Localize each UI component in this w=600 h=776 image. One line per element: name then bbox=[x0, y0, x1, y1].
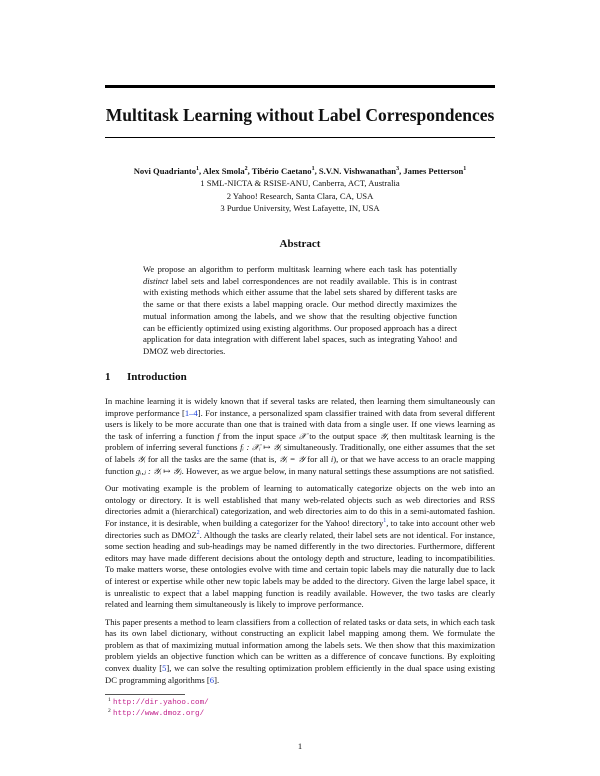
footnote-mark[interactable]: 1 bbox=[383, 518, 387, 525]
author-list: Novi Quadrianto$^1$, Alex Smola$^2$, Tibério Caetano$^1$, S.V.N. Vishwanathan$^3$, James Petterson$^1$ bbox=[133, 166, 467, 176]
abstract-heading: Abstract bbox=[279, 238, 321, 250]
footnote bbox=[108, 707, 209, 720]
section-title: Introduction bbox=[127, 371, 187, 383]
footnote-number: 2 bbox=[108, 707, 111, 714]
citation-link[interactable]: 6 bbox=[209, 674, 215, 685]
affiliation: 3 Purdue University, West Lafayette, IN, USA bbox=[220, 203, 380, 214]
body-text bbox=[105, 396, 495, 692]
author-affiliation-mark: 1 bbox=[311, 166, 315, 173]
author-affiliation-mark: 2 bbox=[244, 166, 248, 173]
footnote-divider bbox=[105, 694, 185, 695]
author-name: James Petterson bbox=[403, 166, 464, 176]
section-heading-introduction bbox=[105, 371, 187, 383]
paragraph-3: This paper presents a method to learn classifiers from a collection of related tasks or data sets, in which each task has its own label dictionary, without constructing an explicit label mapping among them. We formulate the problem as that of maximizing mutual information among the labels sets. We then show that this maximization problem yields an objective function which can be written as a difference of concave functions. By exploiting convex duality [5], we can solve the resulting optimization problem efficiently in the dual space using existing DC programming algorithms [6]. bbox=[105, 616, 495, 685]
author-name: S.V.N. Vishwanathan bbox=[318, 166, 397, 176]
footnotes bbox=[108, 697, 209, 719]
author-affiliation-mark: 1 bbox=[463, 166, 467, 173]
paragraph-2: Our motivating example is the problem of learning to automatically categorize objects on the web into an ontology or directory. It is well established that many web-related objects such as web directories and RSS directories admit a (hierarchical) categorization, and web directories aim to do this in a semi-automated fashion. For instance, it is desirable, when building a categorizer for the Yahoo! directory$^1$, to take into account other web directories such as DMOZ$^2$. Although the tasks are clearly related, their label sets are not identical. For instance, some section heading and sub-headings may be named differently in the two directories. Furthermore, different editors may have made different decisions about the ontology depth and structure, leading to incompatibilities. To make matters worse, these ontologies evolve with time and certain topic labels may die naturally due to lack of interest or expertise while other new topic labels may be added to the directory. Given the large label space, it is unrealistic to expect that a label mapping function is readily available. However, the two tasks are clearly related and learning them simultaneously is likely to improve performance. bbox=[105, 483, 495, 610]
title-rule-top bbox=[105, 85, 495, 88]
author-affiliation-mark: 1 bbox=[196, 166, 200, 173]
page-number: 1 bbox=[297, 741, 303, 751]
footnote-url-link[interactable]: http://dir.yahoo.com/ bbox=[113, 699, 209, 707]
paragraph-1: In machine learning it is widely known that if several tasks are related, then learning them simultaneously can improve performance [1–4]. For instance, a personalized spam classifier trained with data from several different users is likely to be more accurate than one that is trained with data from a single user. If one views learning as the task of inferring a function f from the input space 𝒳 to the output space 𝒴, then multitask learning is the problem of inferring several functions fᵢ : 𝒳ᵢ ↦ 𝒴ᵢ simultaneously. Traditionally, one either assumes that the set of labels 𝒴ᵢ for all the tasks are the same (that is, 𝒴ᵢ = 𝒴 for all i), or that we have access to an oracle mapping function gᵢ,ⱼ : 𝒴ᵢ ↦ 𝒴ⱼ. However, as we argue below, in many natural settings these assumptions are not satisfied. bbox=[105, 396, 495, 476]
section-number: 1 bbox=[105, 371, 111, 383]
author-affiliation-mark: 3 bbox=[396, 166, 400, 173]
footnote bbox=[108, 697, 209, 709]
affiliation: 1 SML-NICTA & RSISE-ANU, Canberra, ACT, Australia bbox=[200, 178, 400, 189]
author-name: Alex Smola bbox=[202, 166, 245, 176]
footnote-url-link[interactable]: http://www.dmoz.org/ bbox=[113, 709, 205, 718]
footnote-mark[interactable]: 2 bbox=[196, 529, 200, 536]
paper-title: Multitask Learning without Label Correspondences bbox=[105, 105, 495, 125]
abstract-text: We propose an algorithm to perform multitask learning where each task has potentially distinct label sets and label correspondences are not readily available. This is in contrast with existing methods which either assume that the label sets shared by different tasks are the same or that there exists a label mapping oracle. Our method directly maximizes the mutual information among the labels, and we show that the resulting objective function can be efficiently optimized using existing algorithms. Our proposed approach has a direct application for data integration with different label spaces, such as integrating Yahoo! and DMOZ web directories. bbox=[143, 264, 457, 356]
author-name: Tibério Caetano bbox=[251, 166, 312, 176]
citation-link[interactable]: 5 bbox=[162, 663, 167, 674]
author-block bbox=[0, 165, 600, 215]
affiliation: 2 Yahoo! Research, Santa Clara, CA, USA bbox=[226, 190, 374, 201]
title-rule-bottom bbox=[105, 137, 495, 138]
author-name: Novi Quadrianto bbox=[133, 166, 197, 176]
footnote-number: 1 bbox=[108, 697, 111, 703]
citation-link[interactable]: 1–4 bbox=[184, 407, 198, 418]
